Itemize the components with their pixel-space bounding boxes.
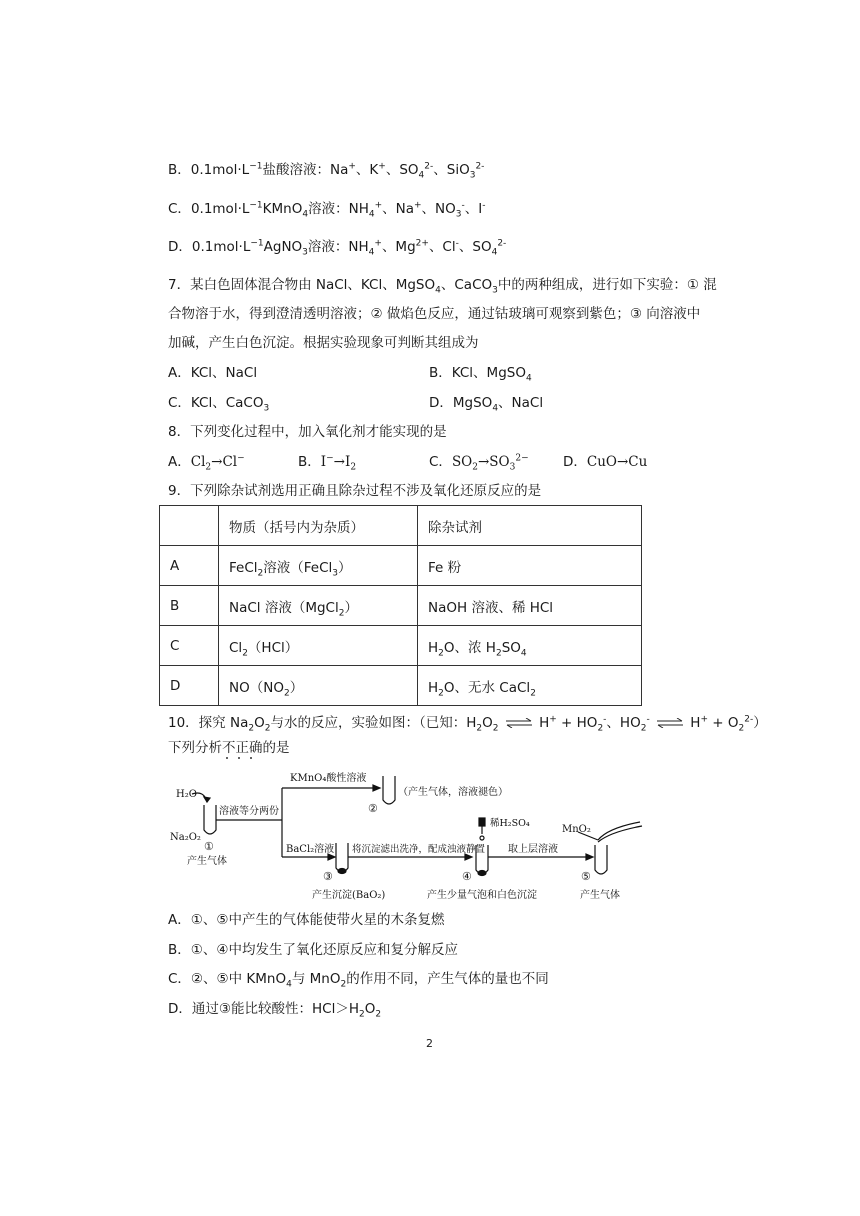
h2o-label: H₂O <box>176 789 197 800</box>
q8-stem: 8．下列变化过程中，加入氧化剂才能实现的是 <box>168 424 447 440</box>
substance-cell: $Cl_2(HCl)$ <box>219 626 418 666</box>
q7-option-c: C．KCl、CaCO$_3$ <box>168 395 270 414</box>
row-label: A <box>160 546 219 586</box>
q10-stem-line2: 下列分析不正确的是 <box>168 740 290 756</box>
split-label: 溶液等分两份 <box>219 806 279 817</box>
caption-3: 产生沉淀(BaO₂) <box>312 890 386 901</box>
q10-option-c: C．②、⑤中 KMnO$_4$与 MnO$_2$的作用不同，产生气体的量也不同 <box>168 971 549 990</box>
page-number: 2 <box>426 1037 433 1050</box>
substance-cell: NaCl 溶液（MgCl$_2$） <box>219 586 418 626</box>
h2so4-label: 稀H₂SO₄ <box>490 818 530 829</box>
na2o2-label: Na₂O₂ <box>170 832 201 843</box>
q10-option-a: A．①、⑤中产生的气体能使带火星的木条复燃 <box>168 912 445 928</box>
bacl2-label: BaCl₂溶液 <box>286 844 335 855</box>
reagent-cell: Fe 粉 <box>418 546 642 586</box>
q8-option-a: A．$Cl_2\to Cl^-$ <box>168 453 245 473</box>
result-2-label: （产生气体，溶液褪色） <box>398 787 508 798</box>
row-label: C <box>160 626 219 666</box>
row-label: B <box>160 586 219 626</box>
q6-option-c: C．$0.1mol\cdot L^{-1}KMnO_4$溶液：$NH_4^+$、Na+、$NO_3^-$、I- <box>168 200 486 220</box>
test-tube-1 <box>204 805 216 834</box>
reagent-cell: $H_2O$、无水 CaCl$_2$ <box>418 666 642 706</box>
q8-option-b: B．$I^-\to I_2$ <box>298 453 357 473</box>
reagent-cell: $H_2O$、浓 $H_2SO_4$ <box>418 626 642 666</box>
q7-stem-line2: 合物溶于水，得到澄清透明溶液；② 做焰色反应，通过钴玻璃可观察到紫色；③ 向溶液中 <box>168 306 701 322</box>
q9-stem: 9．下列除杂试剂选用正确且除杂过程不涉及氧化还原反应的是 <box>168 483 542 499</box>
q10-option-d: D．通过③能比较酸性：$HCl>H_2O_2$ <box>168 1001 382 1020</box>
q6-option-b: B．$0.1mol\cdot L^{-1}$盐酸溶液：Na+、K+、$SO_4^{2-}$、SiO$_3^{2-}$ <box>168 161 485 181</box>
q7-option-b: B．KCl、MgSO$_4$ <box>429 365 532 384</box>
test-tube-3 <box>336 843 348 872</box>
q7-option-d: D．MgSO$_4$、NaCl <box>429 395 544 414</box>
marker-4: ④ <box>462 870 472 883</box>
q10-option-b: B．①、④中均发生了氧化还原反应和复分解反应 <box>168 942 458 958</box>
q10-stem-line1: 10．探究 $Na_2O_2$与水的反应，实验如图：（已知：$H_2O_2$ $H^+ + HO_2^-$、$HO_2^-$ $H^+ + O_2^{2-}$） <box>168 714 767 734</box>
caption-5: 产生气体 <box>580 890 620 901</box>
reagent-cell: NaOH 溶液、稀 HCl <box>418 586 642 626</box>
q7-option-a: A．KCl、NaCl <box>168 365 258 381</box>
caption-1: 产生气体 <box>187 856 227 867</box>
marker-1: ① <box>204 840 214 853</box>
substance-cell: FeCl$_2$溶液（FeCl$_3$） <box>219 546 418 586</box>
step3-label: 将沉淀滤出洗净，配成浊液静置 <box>352 844 486 855</box>
q6-option-d: D．$0.1mol\cdot L^{-1}AgNO_3$溶液：$NH_4^+$、$Mg^{2+}$、Cl-、$SO_4^{2-}$ <box>168 238 507 258</box>
table-header-cell: 除杂试剂 <box>418 506 642 546</box>
table-header-cell: 物质（括号内为杂质） <box>219 506 418 546</box>
q7-stem-line3: 加碱，产生白色沉淀。根据实验现象可判断其组成为 <box>168 335 479 351</box>
marker-5: ⑤ <box>581 870 591 883</box>
mno2-label: MnO₂ <box>562 824 591 835</box>
marker-3: ③ <box>323 870 333 883</box>
q8-option-c: C．$SO_2\to SO_3^{2-}$ <box>429 453 529 473</box>
kmno4-label: KMnO₄酸性溶液 <box>290 773 367 784</box>
marker-2: ② <box>368 802 378 815</box>
caption-4: 产生少量气泡和白色沉淀 <box>427 890 537 901</box>
substance-cell: $NO(NO_2)$ <box>219 666 418 706</box>
upper-layer-label: 取上层溶液 <box>508 844 558 855</box>
q8-option-d: D．CuO→Cu <box>563 454 648 470</box>
row-label: D <box>160 666 219 706</box>
test-tube-2 <box>383 776 395 804</box>
q7-stem-line1: 7．某白色固体混合物由 NaCl、KCl、MgSO$_4$、CaCO$_3$中的两种组成，进行如下实验：① 混 <box>168 277 717 296</box>
test-tube-5 <box>595 845 607 874</box>
